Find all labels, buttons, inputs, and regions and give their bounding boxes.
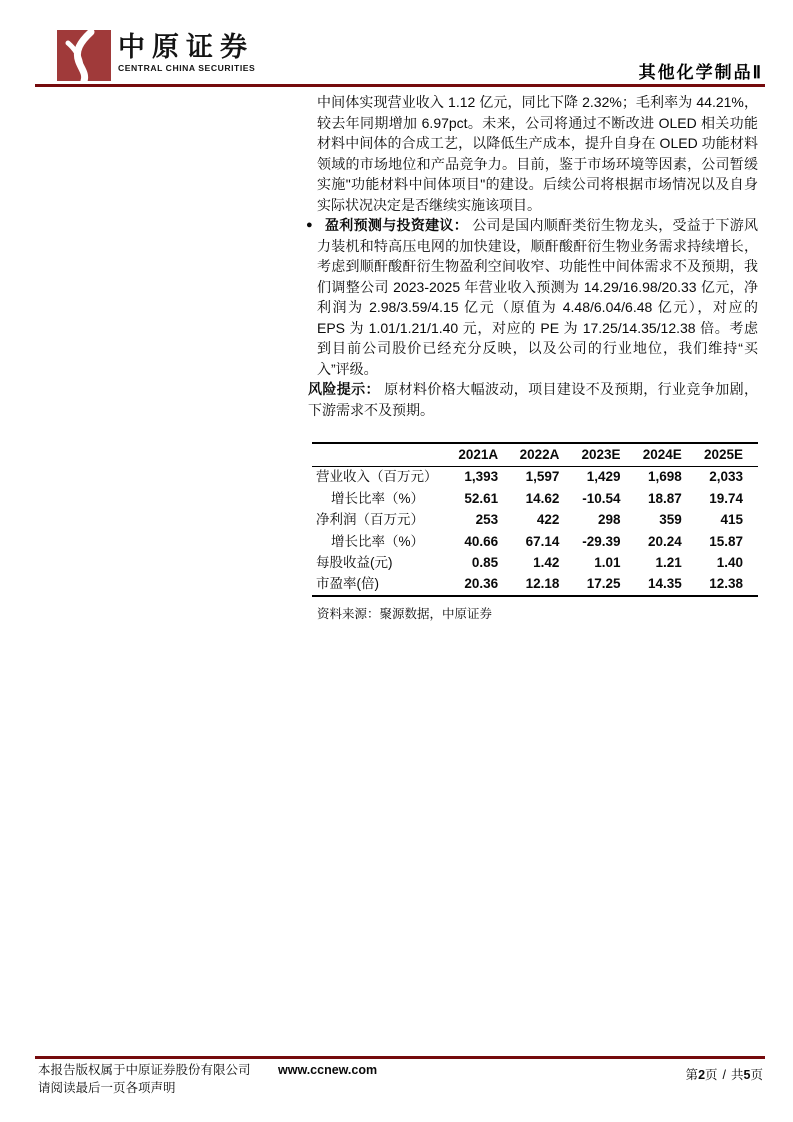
cell-value: 1.40 bbox=[716, 555, 743, 570]
cell-value: 415 bbox=[720, 512, 743, 528]
row-label: 增长比率（%） bbox=[331, 490, 425, 506]
risk-warning-text: 原材料价格大幅波动，项目建设不及预期，行业竞争加剧，下游需求不及预期。 bbox=[308, 381, 758, 418]
cell-value: 2,033 bbox=[709, 469, 743, 485]
cell-value: 253 bbox=[475, 512, 499, 528]
row-label: 营业收入（百万元） bbox=[316, 469, 438, 485]
paragraph-risk-warning bbox=[308, 379, 758, 420]
page-total-suffix: 页 bbox=[750, 1068, 763, 1082]
cell-value: -10.54 bbox=[582, 490, 621, 506]
cell-value: 19.74 bbox=[709, 490, 743, 506]
cell-value: 1,429 bbox=[586, 469, 621, 485]
cell-value: 12.38 bbox=[709, 576, 743, 592]
page-separator: / bbox=[722, 1068, 727, 1082]
financial-forecast-table bbox=[312, 442, 758, 625]
table-row bbox=[312, 531, 758, 552]
cell-value: 0.85 bbox=[471, 555, 499, 570]
cell-value: 359 bbox=[659, 512, 682, 528]
page-current-suffix: 页 bbox=[705, 1068, 718, 1082]
table-row bbox=[312, 467, 758, 489]
logo-company-name-en: CENTRAL CHINA SECURITIES bbox=[118, 63, 256, 73]
table-header-row bbox=[312, 443, 758, 467]
row-label: 增长比率（%） bbox=[331, 533, 425, 549]
row-label: 市盈率(倍) bbox=[316, 576, 379, 592]
header-blank bbox=[312, 443, 452, 467]
cell-value: 1.42 bbox=[533, 555, 560, 570]
paragraph-profit-forecast bbox=[308, 215, 758, 379]
cell-value: 52.61 bbox=[464, 490, 499, 506]
header-2023E: 2023E bbox=[574, 443, 635, 467]
page-current-prefix: 第 bbox=[685, 1068, 699, 1082]
header-divider bbox=[35, 84, 765, 87]
cell-value: 1.21 bbox=[655, 555, 682, 570]
cell-value: 1,698 bbox=[647, 469, 682, 485]
industry-category: 其他化学制品Ⅱ bbox=[638, 63, 763, 82]
risk-warning-label: 风险提示： bbox=[308, 381, 380, 397]
header-2024E: 2024E bbox=[636, 443, 697, 467]
cell-value: 20.36 bbox=[464, 576, 499, 592]
cell-value: 1,393 bbox=[464, 469, 499, 485]
page-indicator bbox=[686, 1065, 763, 1083]
footer-divider bbox=[35, 1056, 765, 1059]
table-row bbox=[312, 510, 758, 531]
footer-line-1 bbox=[38, 1062, 377, 1080]
cell-value: 15.87 bbox=[709, 533, 743, 549]
copyright-text: 本报告版权属于中原证券股份有限公司 bbox=[38, 1063, 251, 1077]
cell-value: 40.66 bbox=[464, 533, 499, 549]
cell-value: 298 bbox=[598, 512, 621, 528]
profit-forecast-text: 公司是国内顺酐类衍生物龙头，受益于下游风力装机和特高压电网的加快建设，顺酐酸酐衍生物业务需求持续增长，考虑到顺酐酸酐衍生物盈利空间收窄、功能性中间体需求不及预期，我们调整公司 2023-2025 年营业收入预测为 14.29/16.98/20.33 亿元，净利润为 2.98/3.59/4.15 亿元（原值为 4.48/6.04/6.48 亿元），对应的 EPS 为 1.01/1.21/1.40 元，对应的 PE 为 17.25/14.35/12.38 倍。考虑到目前公司股价已经充分反映，以及公司的行业地位，我们维持“买入”评级。 bbox=[317, 217, 759, 377]
cell-value: 17.25 bbox=[586, 576, 621, 592]
cell-value: 1.01 bbox=[594, 555, 621, 570]
row-label: 每股收益(元) bbox=[316, 555, 393, 570]
header-2025E: 2025E bbox=[697, 443, 758, 467]
table-row bbox=[312, 574, 758, 596]
cell-value: 18.87 bbox=[647, 490, 682, 506]
table-row bbox=[312, 553, 758, 574]
row-label: 净利润（百万元） bbox=[316, 512, 424, 528]
cell-value: 1,597 bbox=[525, 469, 560, 485]
footer-notice: 请阅读最后一页各项声明 bbox=[38, 1080, 176, 1095]
page-current-number: 2 bbox=[698, 1068, 706, 1082]
cell-value: 14.35 bbox=[647, 576, 682, 592]
page-total-number: 5 bbox=[743, 1068, 751, 1082]
profit-forecast-label: 盈利预测与投资建议： bbox=[325, 217, 469, 233]
page-total-prefix: 共 bbox=[731, 1068, 744, 1082]
cell-value: 12.18 bbox=[525, 576, 560, 592]
company-logo bbox=[57, 30, 111, 81]
header-2022A: 2022A bbox=[513, 443, 574, 467]
logo-brush-icon bbox=[57, 30, 111, 81]
paragraph-operating-results: 中间体实现营业收入 1.12 亿元，同比下降 2.32%；毛利率为 44.21%，较去年同期增加 6.97pct。未来，公司将通过不断改进 OLED 相关功能材料中间体的合成工艺，以降低生产成本，提升自身在 OLED 功能材料领域的市场地位和产品竞争力。目前，鉴于市场环境等因素，公司暂缓实施"功能材料中间体项目"的建设。后续公司将根据市场情况以及自身实际状况决定是否继续实施该项目。 bbox=[317, 94, 758, 213]
logo-company-name: 中原证券 bbox=[118, 32, 254, 62]
cell-value: 14.62 bbox=[525, 490, 560, 506]
cell-value: -29.39 bbox=[582, 533, 621, 549]
footer-disclaimer bbox=[38, 1062, 377, 1097]
header-2021A: 2021A bbox=[452, 443, 513, 467]
cell-value: 422 bbox=[536, 512, 560, 528]
website-text: www.ccnew.com bbox=[278, 1063, 378, 1077]
bullet-icon: ● bbox=[306, 219, 313, 231]
table-row bbox=[312, 488, 758, 509]
cell-value: 67.14 bbox=[525, 533, 560, 549]
report-body bbox=[308, 92, 758, 625]
table-source-note: 资料来源：聚源数据，中原证券 bbox=[317, 607, 493, 622]
cell-value: 20.24 bbox=[647, 533, 682, 549]
